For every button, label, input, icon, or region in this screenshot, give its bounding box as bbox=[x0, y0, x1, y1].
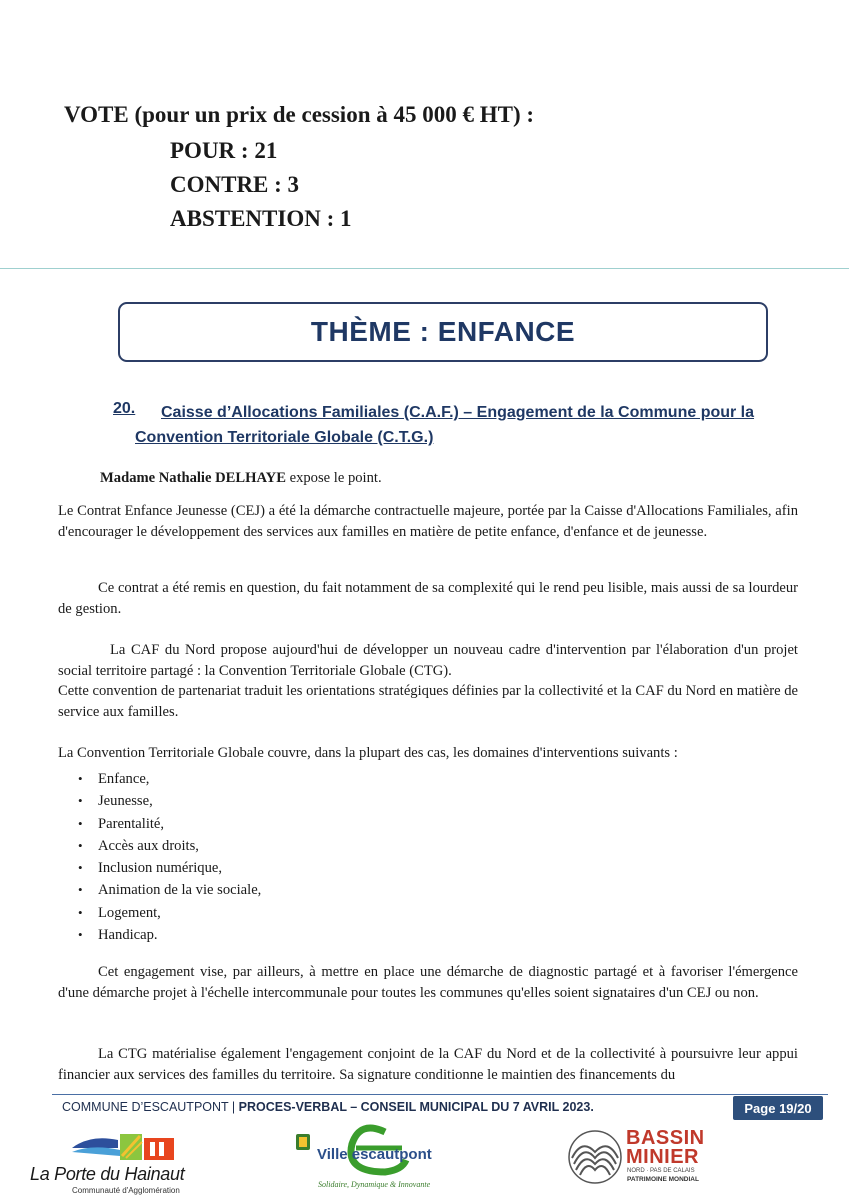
footer-text bbox=[62, 1100, 594, 1114]
paragraph-7: La CTG matérialise également l'engagement conjoint de la CAF du Nord et de la collectivité à poursuivre leur appui financier aux services des familles du territoire. Sa signature conditionne le maintien des financements du bbox=[58, 1046, 798, 1083]
divider bbox=[0, 268, 849, 269]
list-item: • Jeunesse, bbox=[78, 790, 261, 812]
ville-name: Ville escautpont bbox=[317, 1146, 432, 1163]
domains-list bbox=[78, 768, 261, 946]
speaker-name: Madame Nathalie DELHAYE bbox=[100, 470, 286, 486]
bassin-word: BASSIN bbox=[626, 1127, 705, 1149]
speaker-text: expose le point. bbox=[285, 470, 382, 486]
vote-title: VOTE (pour un prix de cession à 45 000 € HT) : bbox=[64, 102, 535, 127]
paragraph-6: Cet engagement vise, par ailleurs, à mettre en place une démarche de diagnostic partagé et à favoriser l'émergence d'une démarche projet à l'échelle intercommunale pour toutes les communes qu'elles soient signataires d'un CEJ ou non. bbox=[58, 964, 798, 1001]
bassin-minier-emblem-icon bbox=[566, 1128, 624, 1186]
list-item: • Parentalité, bbox=[78, 813, 261, 835]
speaker-line bbox=[100, 470, 382, 487]
vote-abstention: ABSTENTION : 1 bbox=[170, 206, 352, 231]
vote-pour: POUR : 21 bbox=[170, 138, 278, 163]
porte-du-hainaut-emblem-icon bbox=[70, 1126, 200, 1166]
page-number-badge: Page 19/20 bbox=[733, 1096, 823, 1120]
paragraph-3: La CAF du Nord propose aujourd'hui de développer un nouveau cadre d'intervention par l'élaboration d'un projet social territoire partagé : la Convention Territoriale Globale (CTG). bbox=[58, 642, 798, 679]
ville-tagline: Solidaire, Dynamique & Innovante bbox=[318, 1180, 431, 1189]
section-number: 20. bbox=[113, 400, 136, 417]
bassin-region: NORD · PAS DE CALAIS bbox=[627, 1168, 695, 1174]
list-item: • Inclusion numérique, bbox=[78, 857, 261, 879]
paragraph-5: La Convention Territoriale Globale couvre, dans la plupart des cas, les domaines d'interventions suivants : bbox=[58, 745, 678, 761]
theme-title: THÈME : ENFANCE bbox=[310, 316, 576, 347]
paragraph-1: Le Contrat Enfance Jeunesse (CEJ) a été la démarche contractuelle majeure, portée par la Caisse d'Allocations Familiales, afin d'encourager le développement des services aux familles en matière de petite enfance, d'enfance et de jeunesse. bbox=[58, 503, 798, 540]
paragraph-4: Cette convention de partenariat traduit les orientations stratégiques définies par la collectivité et la CAF du Nord en matière de service aux familles. bbox=[58, 683, 798, 720]
porte-du-hainaut-logo bbox=[30, 1126, 210, 1194]
list-item: • Logement, bbox=[78, 902, 261, 924]
list-item: • Accès aux droits, bbox=[78, 835, 261, 857]
section-title: Caisse d’Allocations Familiales (C.A.F.) – Engagement de la Commune pour la Convention Territoriale Globale (C.T.G.) bbox=[135, 404, 755, 446]
bassin-patrimoine: PATRIMOINE MONDIAL bbox=[627, 1176, 699, 1183]
list-item: • Enfance, bbox=[78, 768, 261, 790]
theme-box bbox=[118, 302, 768, 362]
porte-name: La Porte du Hainaut bbox=[30, 1164, 185, 1184]
footer-pv: PROCES-VERBAL – CONSEIL MUNICIPAL DU 7 AVRIL 2023. bbox=[238, 1100, 594, 1114]
footer-commune: COMMUNE D’ESCAUTPONT | bbox=[62, 1100, 239, 1114]
bassin-minier-logo bbox=[566, 1128, 716, 1188]
paragraph-2: Ce contrat a été remis en question, du fait notamment de sa complexité qui le rend peu lisible, mais aussi de sa lourdeur de gestion. bbox=[58, 580, 798, 617]
ville-escautpont-logo bbox=[290, 1122, 460, 1194]
list-item: • Animation de la vie sociale, bbox=[78, 879, 261, 901]
list-item: • Handicap. bbox=[78, 924, 261, 946]
minier-word: MINIER bbox=[626, 1146, 699, 1168]
porte-subtitle: Communauté d'Agglomération bbox=[72, 1186, 180, 1195]
vote-contre: CONTRE : 3 bbox=[170, 172, 300, 197]
